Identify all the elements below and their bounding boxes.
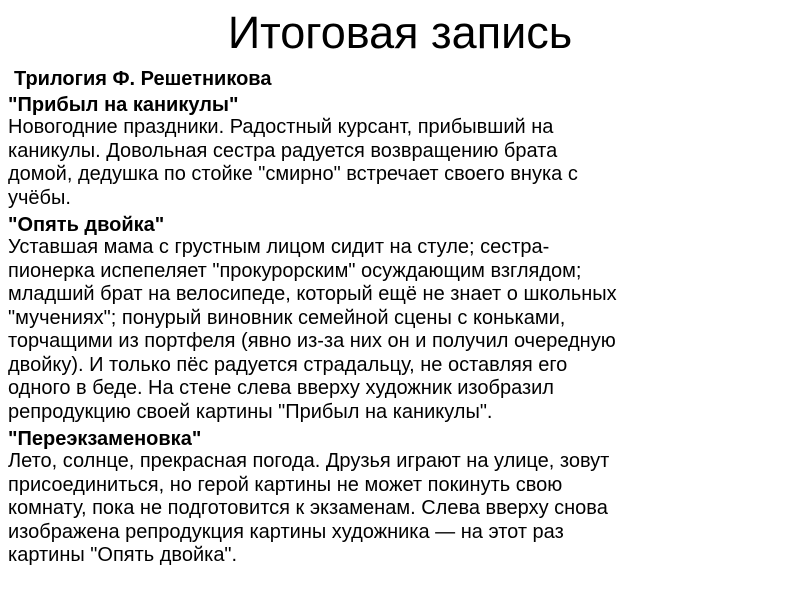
content-body: [8, 94, 788, 572]
slide-subtitle: Трилогия Ф. Решетникова: [14, 68, 272, 90]
section-heading: "Прибыл на каникулы": [8, 94, 239, 116]
section-arrived-for-holidays: [8, 94, 788, 210]
section-text: Уставшая мама с грустным лицом сидит на стуле; сестра- пионерка испепеляет "прокурорским" осуждающим взглядом; младший брат на велосипеде, который ещё не знает о школьных "мучениях"; понурый виновник семейной сцены с коньками, торчащими из портфеля (явно из-за них он и получил очередную двойку). И только пёс радуется страдальцу, не оставляя его одного в беде. На стене слева вверху художник изобразил репродукцию своей картины "Прибыл на каникулы".: [8, 236, 617, 423]
section-heading: "Опять двойка": [8, 214, 165, 236]
section-text: Лето, солнце, прекрасная погода. Друзья играют на улице, зовут присоединиться, но герой картины не может покинуть свою комнату, пока не подготовится к экзаменам. Слева вверху снова изображена репродукция картины художника — на этот раз картины "Опять двойка".: [8, 450, 610, 566]
section-re-examination: [8, 428, 788, 568]
section-heading: "Переэкзаменовка": [8, 428, 202, 450]
slide-title: Итоговая запись: [227, 7, 573, 58]
section-another-bad-mark: [8, 214, 788, 424]
section-text: Новогодние праздники. Радостный курсант, прибывший на каникулы. Довольная сестра радуется возвращению брата домой, дедушка по стойке "смирно" встречает своего внука с учёбы.: [8, 116, 578, 209]
